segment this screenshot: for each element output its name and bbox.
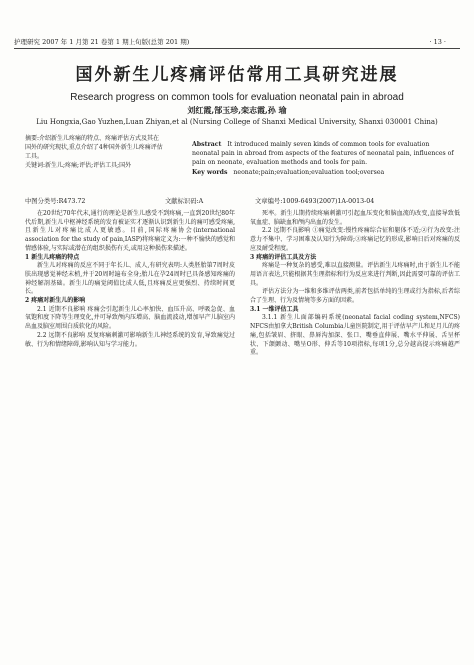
running-header [14, 36, 460, 49]
authors-en: Liu Hongxia,Gao Yuzhen,Luan Zhiyan,et al (Nursing College of Shanxi Medical University, Shanxi 030001 China) [36, 118, 438, 126]
body-column-left [25, 210, 235, 349]
body-paragraph: 死率。新生儿期持续疼痛刺激可引起血压变化和脑血流的改变,直接导致低氧血症、脑缺血和颅内出血的发生。 [250, 210, 460, 226]
keywords-cn: 关键词:新生儿;疼痛;评估;评估工具;国外 [25, 162, 132, 169]
keywords-label: Key words [192, 168, 228, 176]
body-paragraph: 新生儿对疼痛的反应不同于年长儿、成人,有研究表明:人类胚胎第7周时皮肤出现感觉神经末梢,并于20周时遍布全身;胎儿在孕24周时已具备感知疼痛的神经解剖基础。新生儿的痛觉阈值比成人低,且疼痛反应更强烈、持续时间更长。 [25, 262, 235, 296]
english-title: Research progress on common tools for evaluation neonatal pain in abroad [70, 92, 404, 103]
article-number: 文章编号:1009-6493(2007)1A-0013-04 [255, 198, 375, 205]
section-heading: 2 疼痛对新生儿的影响 [25, 297, 86, 305]
body-paragraph: 在20世纪70年代末,通行的理论是新生儿感受不到疼痛,一直到20世纪80年代后期,新生儿中枢神经系统的发育被证实才逐渐认识到新生儿的痛可感受疼痛,且新生儿对疼痛比成人更敏感。目前,国际疼痛协会(international association for the study of pain,IASP)将疼痛定义为:一种不愉快的感觉和情感体验,与实际或潜在的组织损伤有关,或用这种损伤来描述。 [25, 210, 235, 252]
abstract-label: Abstract [192, 141, 222, 148]
document-code: 文献标识码:A [165, 198, 204, 205]
body-column-right [250, 210, 460, 358]
section-heading: 3 疼痛的评估工具及方法 [250, 253, 317, 261]
keywords-en: neonate;pain;evaluation;evaluation tool;oversea [233, 168, 385, 176]
paper-title: 国外新生儿疼痛评估常用工具研究进展 [75, 65, 399, 85]
section-heading: 1 新生儿疼痛的特点 [25, 253, 80, 261]
body-paragraph: 2.2 远期不良影响 反复疼痛刺激可影响新生儿神经系统的发育,导致痛觉过敏、行为和情绪障碍,影响认知与学习能力。 [25, 331, 235, 348]
body-paragraph: 3.1.1 新生儿面部编码系统(neonatal facial coding system,NFCS) NFCS由加拿大British Columbia儿童医院制定,用于评估早产儿和足月儿的疼痛,包括皱眉、挤眼、鼻唇沟加深、张口、嘴垂直伸展、嘴水平伸展、舌呈杯状、下颌颤动、嘴呈O形、伸舌等10项指标,每项1分,总分越高提示疼痛越严重。 [250, 314, 460, 357]
authors-cn: 刘红霞,郜玉珍,栾志霞,孙 瑜 [187, 105, 287, 115]
clc-number: 中图分类号:R473.72 [25, 198, 86, 205]
body-paragraph: 评估方法分为一维和多维评估两类,前者包括单纯的生理或行为指标,后者综合了生理、行为及情境等多方面的因素。 [250, 288, 460, 305]
body-paragraph: 疼痛是一种复杂的感受,难以直接测量。评估新生儿疼痛时,由于新生儿不能用语言表达,只能根据其生理指标和行为反应来进行判断,因此需要可靠的评估工具。 [250, 262, 460, 287]
abstract-text: It introduced mainly seven kinds of common tools for evaluation neonatal pain in abroad from aspects of the features of neonatal pain, influences of pain on neonate, evaluation methods and tools for pain. [192, 141, 454, 167]
body-paragraph: 2.1 近期不良影响 疼痛会引起新生儿心率加快、血压升高、呼吸急促、血氧饱和度下降等生理变化,并可导致颅内压增高、脑血流波动,增加早产儿脑室内出血及脑室周围白质软化的风险。 [25, 305, 235, 331]
chinese-summary-box [25, 134, 165, 170]
summary-text: 摘要:介绍新生儿疼痛的特点、疼痛评估方式及其在国外的研究现状,重点介绍了4种国外新生儿疼痛评估工具。 [25, 135, 163, 160]
classification-line [25, 196, 455, 206]
abstract-block [192, 140, 457, 177]
body-paragraph: 2.2 远期不良影响 ①痛觉改变:慢性疼痛综合征和躯体不适;②行为改变:注意力不集中、学习困难及认知行为障碍;③疼痛记忆的形成,影响日后对疼痛的反应及耐受程度。 [250, 227, 460, 252]
section-heading: 3.1 一维评估工具 [250, 305, 299, 313]
journal-line: 护理研究 2007 年 1 月第 21 卷第 1 期上旬版(总第 201 期) [14, 38, 190, 46]
page-number: · 13 · [429, 38, 446, 46]
